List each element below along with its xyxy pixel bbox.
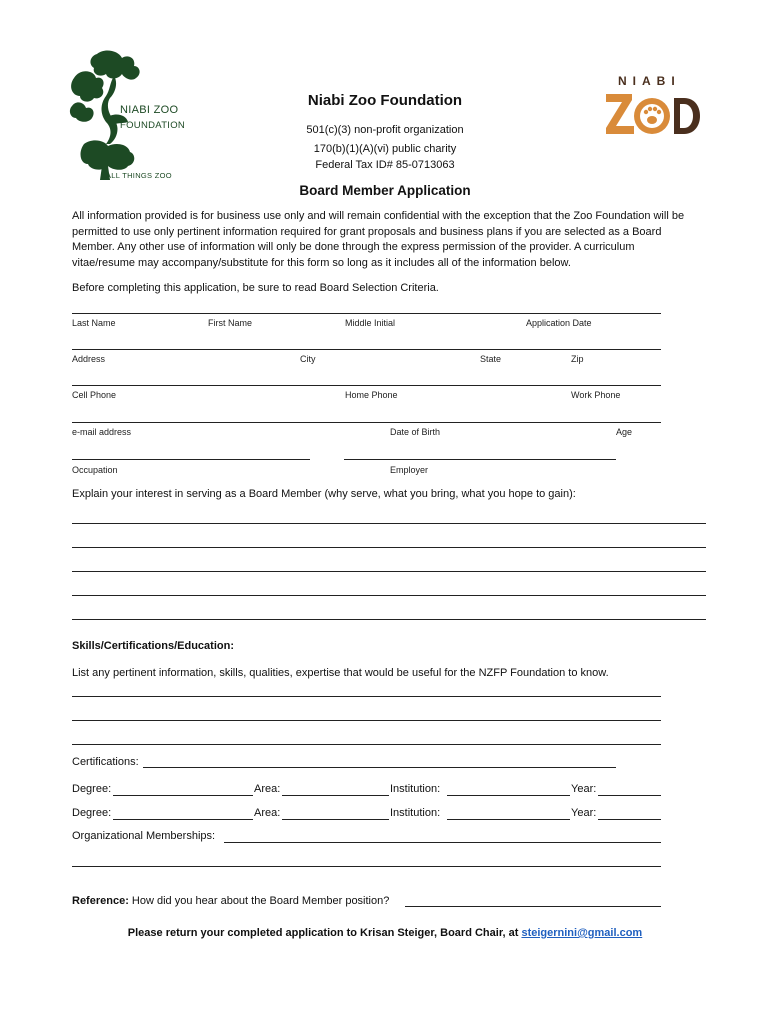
application-date-label: Application Date — [526, 318, 592, 328]
year-input-2[interactable] — [598, 819, 661, 820]
skills-prompt: List any pertinent information, skills, qualities, expertise that would be useful for the NZFP Foundation to know. — [72, 667, 609, 679]
zoo-wordmark — [604, 88, 700, 138]
area-label-1: Area: — [254, 783, 281, 795]
occupation-line[interactable] — [72, 459, 310, 460]
paw-o-icon — [604, 88, 700, 138]
org-name: Niabi Zoo Foundation — [307, 92, 463, 109]
reference-row — [72, 895, 389, 907]
niabi-zoo-logo — [602, 74, 702, 138]
reference-input[interactable] — [405, 906, 661, 907]
area-input-1[interactable] — [282, 795, 389, 796]
year-label-1: Year: — [571, 783, 597, 795]
memberships-input[interactable] — [224, 842, 661, 843]
niabi-zoo-foundation-logo — [62, 48, 186, 188]
first-name-label: First Name — [208, 318, 253, 328]
area-input-2[interactable] — [282, 819, 389, 820]
area-label-2: Area: — [254, 807, 281, 819]
phone-line[interactable] — [72, 385, 661, 386]
dob-label: Date of Birth — [390, 427, 441, 437]
last-name-label: Last Name — [72, 318, 116, 328]
skills-line-2[interactable] — [72, 720, 661, 721]
interest-line-4[interactable] — [72, 595, 706, 596]
interest-line-3[interactable] — [72, 571, 706, 572]
employer-label: Employer — [390, 465, 429, 475]
tree-logo-icon — [62, 48, 182, 188]
year-label-2: Year: — [571, 807, 597, 819]
middle-initial-label: Middle Initial — [345, 318, 396, 328]
email-label: e-mail address — [72, 427, 132, 437]
interest-line-5[interactable] — [72, 619, 706, 620]
cell-phone-label: Cell Phone — [72, 390, 117, 400]
before-note: Before completing this application, be sure to read Board Selection Criteria. — [72, 282, 439, 294]
address-line[interactable] — [72, 349, 661, 350]
certifications-input[interactable] — [143, 767, 616, 768]
logo-foundation: FOUNDATION — [120, 120, 186, 131]
institution-label-2: Institution: — [390, 807, 441, 819]
address-label: Address — [72, 354, 106, 364]
logo-tagline: ALL THINGS ZOO — [106, 171, 172, 180]
degree-label-1: Degree: — [72, 783, 112, 795]
institution-label-1: Institution: — [390, 783, 441, 795]
memberships-label: Organizational Memberships: — [72, 830, 216, 842]
skills-line-1[interactable] — [72, 696, 661, 697]
org-charity: 170(b)(1)(A)(vi) public charity — [313, 143, 457, 155]
org-tax-id: Federal Tax ID# 85-0713063 — [315, 159, 455, 171]
certifications-label: Certifications: — [72, 756, 139, 768]
niabi-wordmark: NIABI — [618, 74, 681, 88]
degree-input-2[interactable] — [113, 819, 253, 820]
memberships-line-2[interactable] — [72, 866, 661, 867]
employer-line[interactable] — [344, 459, 616, 460]
skills-line-3[interactable] — [72, 744, 661, 745]
institution-input-1[interactable] — [447, 795, 570, 796]
form-title: Board Member Application — [299, 183, 471, 198]
name-line[interactable] — [72, 313, 661, 314]
org-header — [235, 91, 535, 173]
zip-label: Zip — [571, 354, 584, 364]
age-label: Age — [616, 427, 633, 437]
interest-prompt: Explain your interest in serving as a Board Member (why serve, what you bring, what you hope to gain): — [72, 488, 576, 500]
skills-heading: Skills/Certifications/Education: — [72, 640, 234, 652]
return-text: Please return your completed application to Krisan Steiger, Board Chair, at — [127, 927, 519, 939]
home-phone-label: Home Phone — [345, 390, 398, 400]
org-status: 501(c)(3) non-profit organization — [306, 124, 464, 136]
degree-label-2: Degree: — [72, 807, 112, 819]
return-email-link[interactable]: steigernini@gmail.com — [521, 927, 643, 939]
intro-paragraph: All information provided is for business use only and will remain confidential with the exception that the Zoo Foundation will be permitted to use only pertinent information required for grant proposals and business plans if you are selected as a Board Member. Any other use of information will only be done through the express permission of the provider. A curriculum vitae/resume may accompany/substitute for this form so long as it includes all of the information below. — [72, 210, 685, 269]
logo-name: NIABI ZOO — [120, 104, 179, 116]
email-line[interactable] — [72, 422, 661, 423]
interest-line-1[interactable] — [72, 523, 706, 524]
city-label: City — [300, 354, 316, 364]
return-instructions — [60, 927, 710, 939]
reference-label: Reference: — [72, 895, 129, 907]
year-input-1[interactable] — [598, 795, 661, 796]
interest-line-2[interactable] — [72, 547, 706, 548]
work-phone-label: Work Phone — [571, 390, 621, 400]
state-label: State — [480, 354, 502, 364]
institution-input-2[interactable] — [447, 819, 570, 820]
occupation-label: Occupation — [72, 465, 118, 475]
degree-input-1[interactable] — [113, 795, 253, 796]
reference-prompt: How did you hear about the Board Member position? — [131, 895, 390, 907]
